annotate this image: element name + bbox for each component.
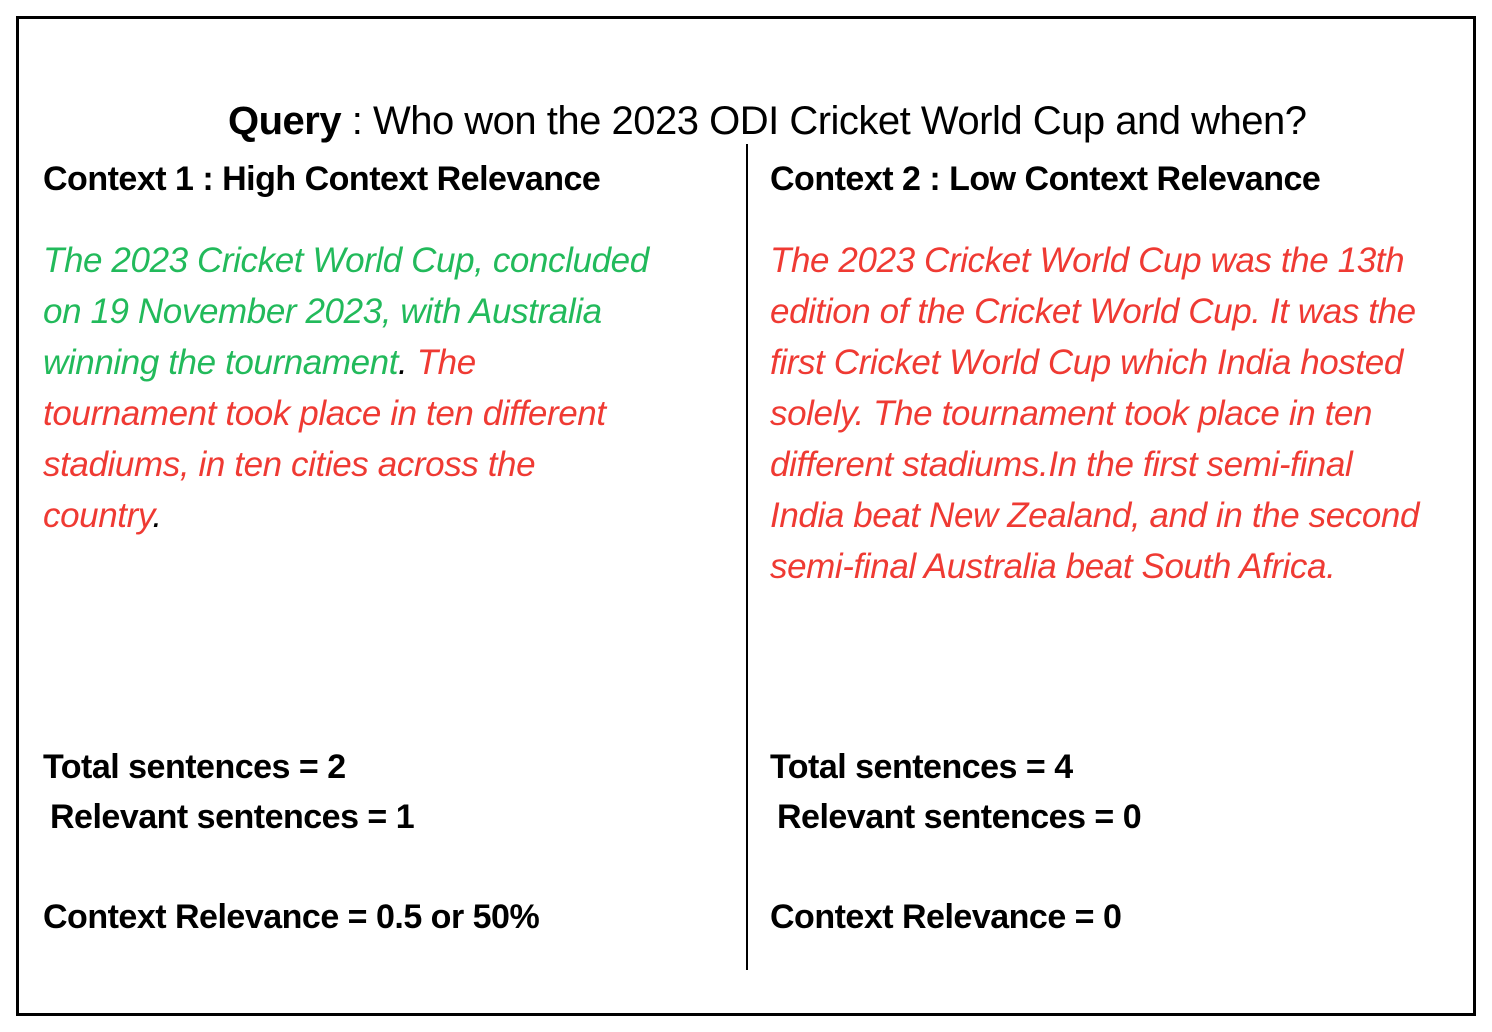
context-1-paragraph xyxy=(43,235,655,541)
query-text: Who won the 2023 ODI Cricket World Cup and when? xyxy=(372,99,1307,143)
query-separator: : xyxy=(341,99,373,143)
context-1-relevant-sentences: Relevant sentences = 1 xyxy=(50,798,415,836)
context-2-relevant-sentences: Relevant sentences = 0 xyxy=(777,798,1142,836)
context-1-sentence-counts xyxy=(43,742,414,842)
context-sentence-irrelevant: The 2023 Cricket World Cup was the 13th edition of the Cricket World Cup. It was the first Cricket World Cup which India hosted solely. The tournament took place in ten different stadiums.In the first semi-final India beat New Zealand, and in the second semi-final Australia beat South Africa. xyxy=(770,241,1420,586)
column-divider-line xyxy=(746,144,748,970)
context-1-total-sentences: Total sentences = 2 xyxy=(43,748,346,786)
context-sentence-relevant: The 2023 Cricket World Cup, concluded on 19 November 2023, with Australia winning the tournament xyxy=(43,241,649,382)
context-2-header: Context 2 : Low Context Relevance xyxy=(770,160,1321,198)
context-2-total-sentences: Total sentences = 4 xyxy=(770,748,1073,786)
query-label: Query xyxy=(227,99,342,143)
context-2-column xyxy=(770,160,1422,592)
context-sentence-plain: . xyxy=(152,496,162,535)
context-sentence-plain: . xyxy=(398,343,417,382)
context-1-relevance-score: Context Relevance = 0.5 or 50% xyxy=(43,898,540,936)
context-sentence-irrelevant: The tournament took place in ten different stadiums, in ten cities across the country xyxy=(43,343,606,535)
context-2-relevance-score: Context Relevance = 0 xyxy=(770,898,1122,936)
context-1-header: Context 1 : High Context Relevance xyxy=(43,160,601,198)
context-2-paragraph xyxy=(770,235,1420,592)
context-1-column xyxy=(43,160,715,541)
context-2-sentence-counts xyxy=(770,742,1141,842)
